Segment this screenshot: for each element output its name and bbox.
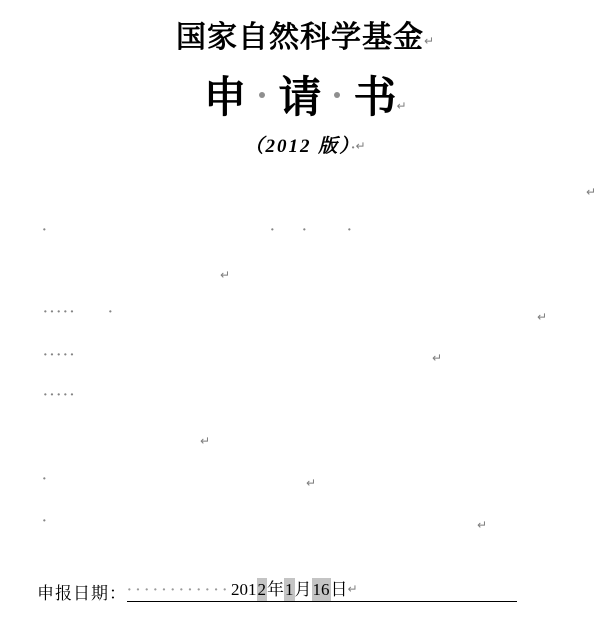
space-mark-icon: · (108, 305, 113, 320)
paragraph-mark-icon: ↵ (537, 310, 548, 324)
main-title-char-2: 请 (278, 75, 322, 122)
date-month-unit: 月 (294, 580, 312, 599)
paragraph-mark-icon: ↵ (220, 268, 231, 282)
paragraph-mark-icon: ↵ (355, 139, 366, 153)
paragraph-mark-icon: ↵ (477, 518, 488, 532)
document-title-line (0, 12, 610, 56)
paragraph-mark-icon: ↵ (396, 99, 407, 113)
document-title: 国家自然科学基金 (175, 21, 424, 54)
space-run-mark-icon: ····· (43, 305, 77, 320)
space-mark-icon: · (42, 223, 47, 238)
main-title-line (0, 64, 610, 125)
date-year-field[interactable]: 2 (257, 580, 267, 599)
date-label: 申报日期： (37, 584, 127, 603)
date-day-field[interactable]: 16 (312, 580, 330, 599)
date-year-unit: 年 (267, 580, 285, 599)
space-mark-icon: · (42, 472, 47, 487)
main-title-char-3: 书 (353, 75, 397, 122)
paragraph-mark-icon: ↵ (347, 582, 358, 596)
date-underline-field[interactable] (127, 577, 517, 602)
space-mark-icon: · (347, 223, 352, 238)
date-year-plain: 201 (231, 580, 257, 599)
date-day-unit: 日 (330, 580, 348, 599)
date-month-field[interactable]: 1 (285, 580, 294, 599)
paragraph-mark-icon: ↵ (586, 185, 597, 199)
subtitle-text: （2012 版） (244, 136, 351, 157)
space-mark-icon: · (270, 223, 275, 238)
space-mark-icon: · (302, 223, 307, 238)
space-run-mark-icon: ····· (43, 388, 77, 403)
paragraph-mark-icon: ↵ (306, 476, 317, 490)
space-run-mark-icon: ····· (43, 348, 77, 363)
space-mark-icon: · (42, 514, 47, 529)
leader-space-marks-icon: ············ (127, 583, 232, 598)
subtitle-line (0, 131, 610, 158)
paragraph-mark-icon: ↵ (200, 434, 211, 448)
space-mark-icon: · (350, 141, 356, 156)
fullwidth-space-mark-icon (334, 92, 340, 98)
paragraph-mark-icon: ↵ (432, 351, 443, 365)
main-title-char-1: 申 (203, 75, 247, 122)
paragraph-mark-icon: ↵ (423, 34, 435, 48)
fullwidth-space-mark-icon (259, 92, 265, 98)
